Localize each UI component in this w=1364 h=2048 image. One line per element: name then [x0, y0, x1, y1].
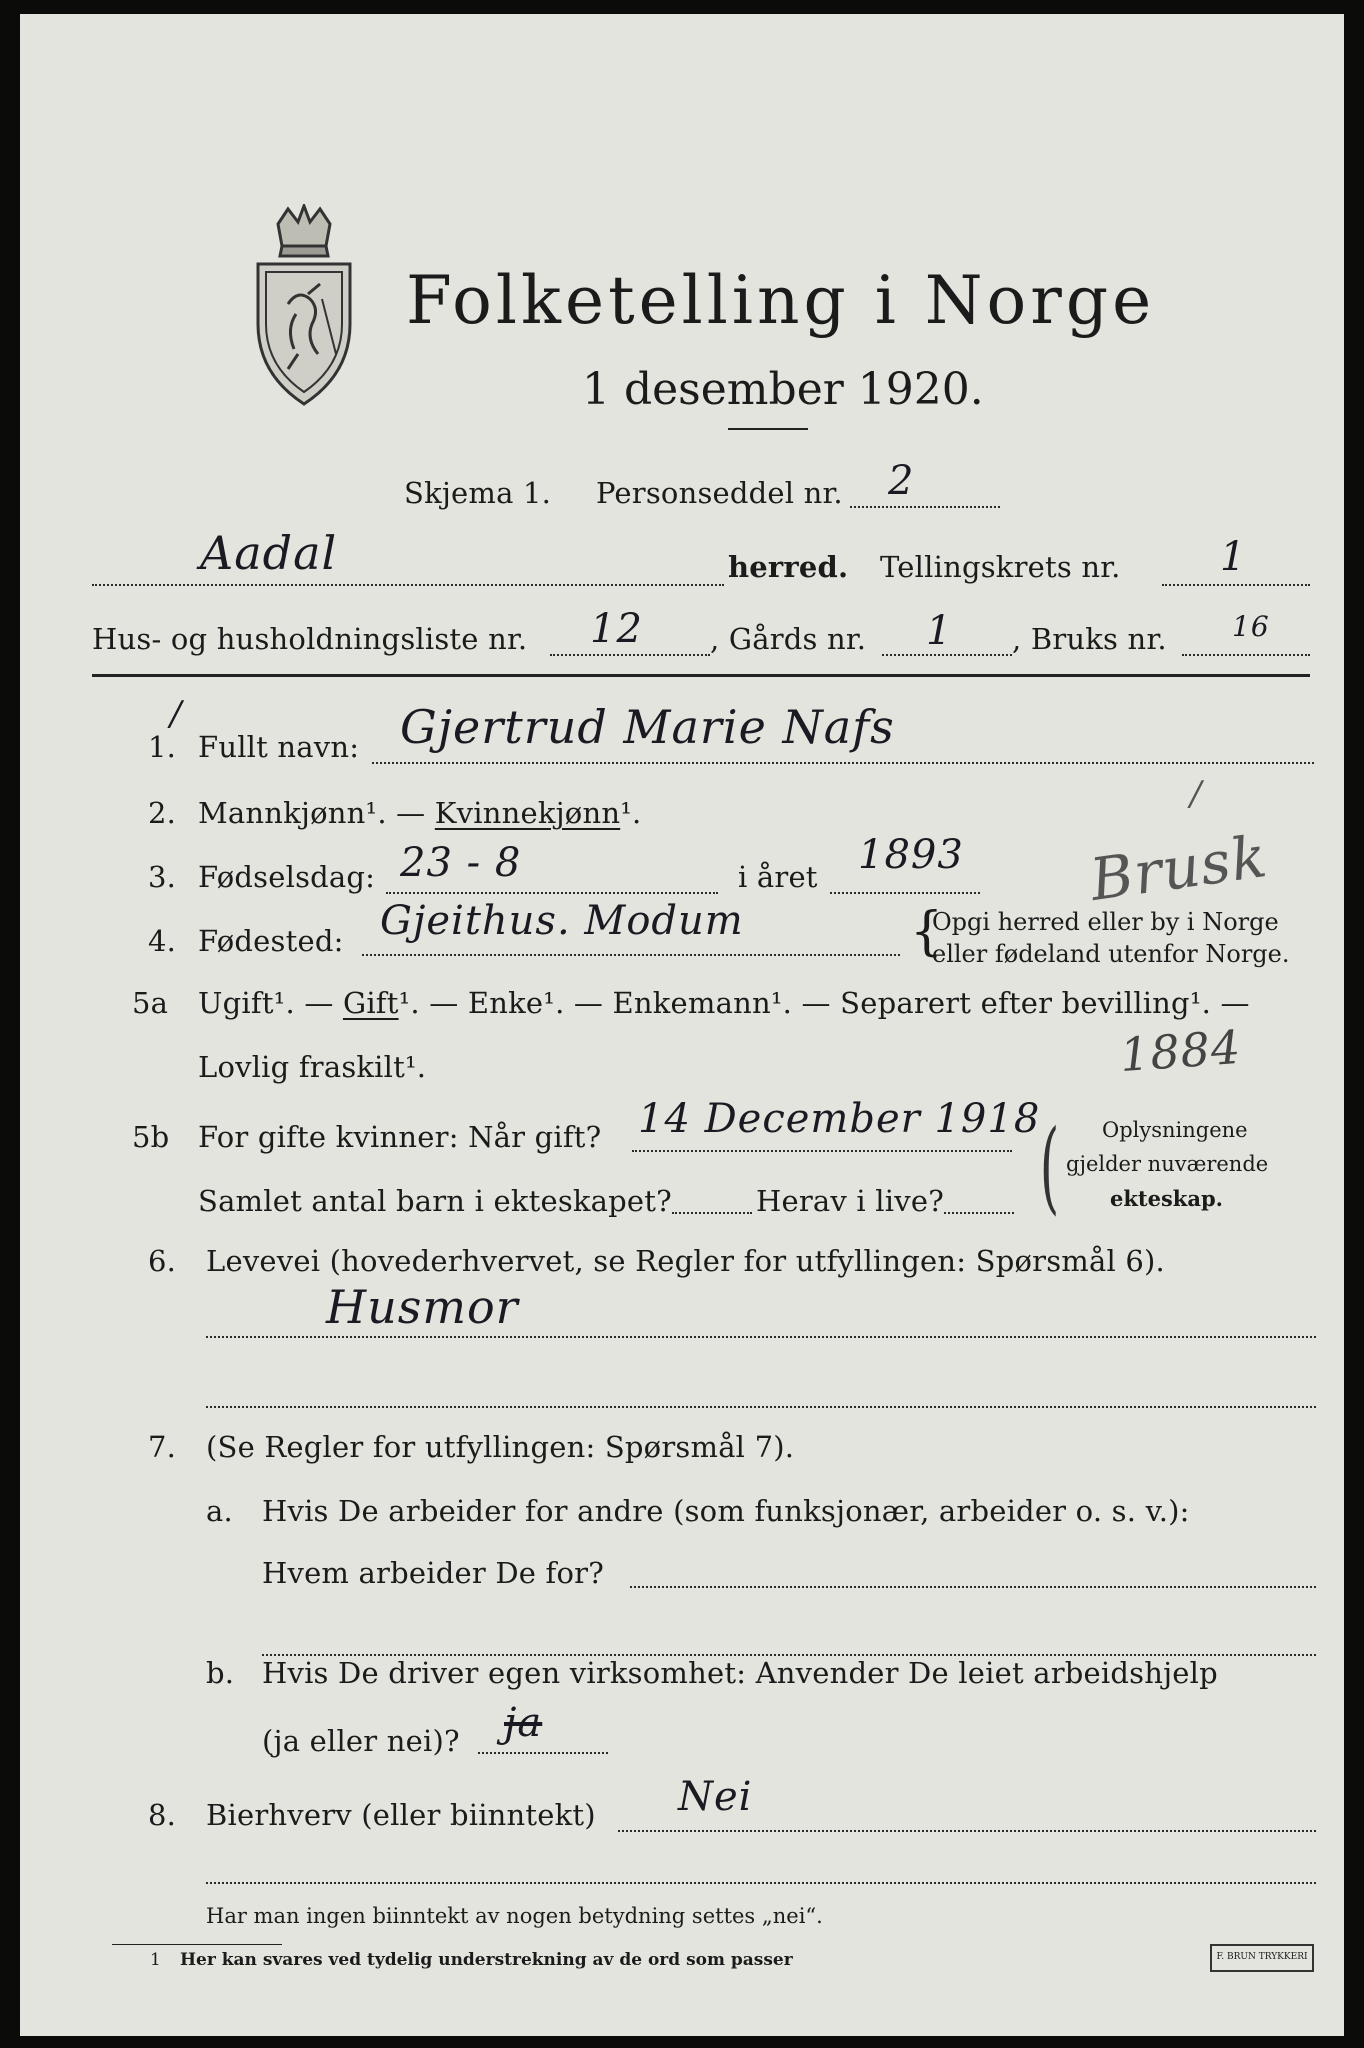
q3-year-line: [830, 892, 980, 894]
q7b-text: Hvis De driver egen virksomhet: Anvender De leiet arbeidshjelp: [262, 1656, 1218, 1690]
q5b-line: [632, 1150, 1012, 1152]
q5b-number: 5b: [132, 1120, 170, 1154]
full-name-value[interactable]: Gjertrud Marie Nafs: [400, 700, 895, 754]
q5a-rest: ¹. — Enke¹. — Enkemann¹. — Separert efter bevilling¹. —: [398, 986, 1250, 1020]
hus-line: [550, 654, 710, 656]
q3-number: 3.: [148, 860, 177, 894]
herred-line: [92, 584, 724, 586]
hus-label: Hus- og husholdningsliste nr.: [92, 622, 528, 656]
q2-number: 2.: [148, 796, 177, 830]
q6-label: Levevei (hovederhvervet, se Regler for utfyllingen: Spørsmål 6).: [206, 1244, 1165, 1278]
side-income-value[interactable]: Nei: [678, 1774, 753, 1820]
hired-help-value[interactable]: ja: [504, 1700, 543, 1746]
margin-tick: /: [1190, 774, 1203, 814]
personseddel-value[interactable]: 2: [888, 458, 915, 504]
q8-number: 8.: [148, 1798, 177, 1832]
mannkjonn-option[interactable]: Mannkjønn¹. —: [198, 796, 435, 830]
printer-stamp: F. BRUN TRYKKERI: [1210, 1944, 1314, 1972]
occupation-value[interactable]: Husmor: [326, 1280, 519, 1334]
census-form-sheet: [20, 14, 1344, 2036]
marriage-date-value[interactable]: 14 December 1918: [638, 1096, 1041, 1142]
herred-label: herred.: [728, 550, 849, 584]
skjema-label: Skjema 1.: [404, 476, 552, 510]
bruks-label: , Bruks nr.: [1012, 622, 1167, 656]
q1-label: Fullt navn:: [198, 730, 360, 764]
q6-number: 6.: [148, 1244, 177, 1278]
q7b-number: b.: [206, 1656, 235, 1690]
margin-mark-brusk: Brusk: [1086, 821, 1272, 915]
birth-year-value[interactable]: 1893: [858, 832, 964, 878]
q5b-line2-a: Samlet antal barn i ekteskapet?: [198, 1184, 672, 1218]
header-divider: [92, 674, 1310, 677]
q7b-line: [478, 1752, 608, 1754]
norway-coat-of-arms-icon: [248, 204, 360, 414]
q4-line: [362, 954, 900, 956]
q7-number: 7.: [148, 1430, 177, 1464]
bruks-value[interactable]: 16: [1232, 610, 1270, 643]
kvinnekjonn-option-selected[interactable]: Kvinnekjønn: [434, 796, 621, 830]
personseddel-line: [850, 506, 1000, 508]
q4-brace-line-1: Opgi herred eller by i Norge: [932, 908, 1279, 936]
footnote-mark: 1: [150, 1950, 161, 1970]
q2-suffix: ¹.: [620, 796, 642, 830]
title-rule: [728, 428, 808, 430]
q5b-note-2: gjelder nuværende: [1066, 1152, 1269, 1176]
gift-option-selected[interactable]: Gift: [342, 986, 399, 1020]
gards-value[interactable]: 1: [926, 608, 953, 654]
q7a-line: [630, 1586, 1316, 1588]
birthplace-value[interactable]: Gjeithus. Modum: [380, 898, 744, 944]
tick-mark: /: [170, 694, 183, 734]
ugift-option[interactable]: Ugift¹. —: [198, 986, 343, 1020]
q6-line-1: [206, 1336, 1316, 1338]
footer-note: Har man ingen biinntekt av nogen betydning settes „nei“.: [206, 1904, 823, 1928]
q3-year-label: i året: [738, 860, 818, 894]
q7b-line2: (ja eller nei)?: [262, 1724, 460, 1758]
form-date: 1 desember 1920.: [582, 364, 984, 415]
q5a-line2: Lovlig fraskilt¹.: [198, 1050, 427, 1084]
q4-number: 4.: [148, 924, 177, 958]
form-title: Folketelling i Norge: [406, 262, 1156, 339]
q5b-note-1: Oplysningene: [1102, 1118, 1248, 1142]
margin-year-value: 1884: [1118, 1019, 1243, 1083]
q7-label: (Se Regler for utfyllingen: Spørsmål 7).: [206, 1430, 795, 1464]
q4-label: Fødested:: [198, 924, 344, 958]
q6-line-2: [206, 1406, 1316, 1408]
q5b-label: For gifte kvinner: Når gift?: [198, 1120, 602, 1154]
q3-label: Fødselsdag:: [198, 860, 376, 894]
gards-line: [882, 654, 1012, 656]
children-line: [672, 1212, 752, 1214]
q5a-text: [198, 986, 1250, 1020]
tellingskrets-label: Tellingskrets nr.: [880, 550, 1121, 584]
tellingskrets-value[interactable]: 1: [1220, 534, 1247, 580]
q2-text: [198, 796, 641, 830]
gards-label: , Gårds nr.: [710, 622, 867, 656]
q7a-line2: Hvem arbeider De for?: [262, 1556, 604, 1590]
q4-brace: {: [910, 902, 944, 962]
q8-line: [618, 1830, 1316, 1832]
personseddel-label: Personseddel nr.: [596, 476, 843, 510]
q5a-number: 5a: [132, 986, 169, 1020]
q3-day-line: [386, 892, 718, 894]
q1-line: [372, 762, 1314, 764]
tellingskrets-line: [1162, 584, 1310, 586]
q8-line-2: [206, 1882, 1316, 1884]
herred-value[interactable]: Aadal: [200, 526, 338, 580]
bruks-line: [1182, 654, 1310, 656]
q4-brace-line-2: eller fødeland utenfor Norge.: [932, 940, 1290, 968]
q7a-number: a.: [206, 1494, 233, 1528]
birth-day-value[interactable]: 23 - 8: [400, 840, 522, 886]
q8-label: Bierhverv (eller biinntekt): [206, 1798, 596, 1832]
q5b-line2-b: Herav i live?: [756, 1184, 944, 1218]
hus-value[interactable]: 12: [590, 606, 643, 652]
footnote-text: Her kan svares ved tydelig understrekning av de ord som passer: [180, 1950, 793, 1970]
q1-number: 1.: [148, 730, 177, 764]
q5b-brace: (: [1039, 1108, 1060, 1225]
footnote-rule: [112, 1944, 282, 1945]
alive-line: [944, 1212, 1014, 1214]
q7a-text: Hvis De arbeider for andre (som funksjonær, arbeider o. s. v.):: [262, 1494, 1190, 1528]
q5b-note-3: ekteskap.: [1110, 1186, 1223, 1211]
